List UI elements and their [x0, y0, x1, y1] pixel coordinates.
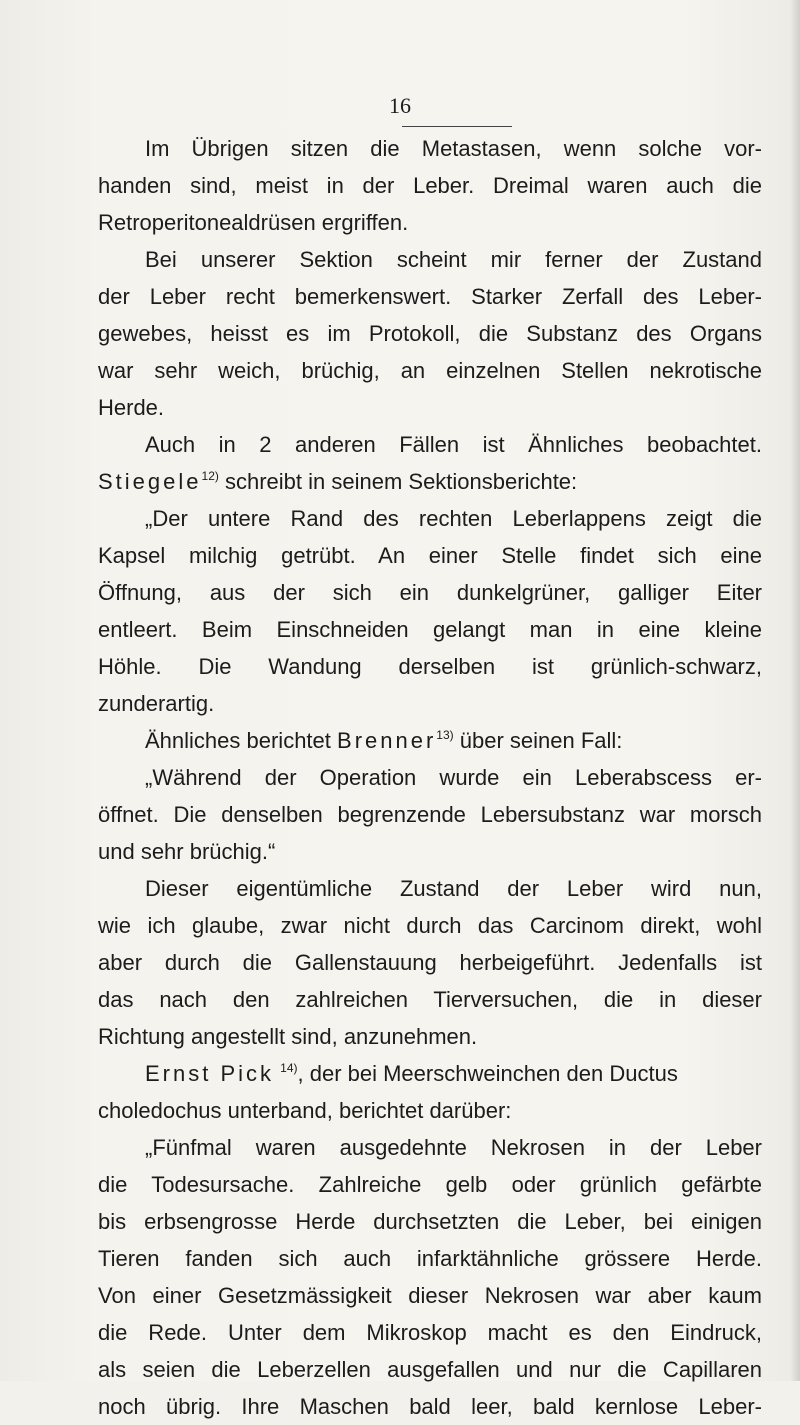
- text-line: „Während der Operation wurde ein Leberabscess er-: [145, 765, 762, 790]
- author-name: Stiegele: [98, 469, 202, 494]
- header-rule: [402, 126, 512, 127]
- text-fragment: über seinen Fall:: [459, 728, 623, 753]
- text-line: war sehr weich, brüchig, an einzelnen Stellen nekrotische: [98, 358, 762, 383]
- text-line: und sehr brüchig.“: [98, 839, 276, 864]
- text-line: aber durch die Gallenstauung herbeigeführt. Jedenfalls ist: [98, 950, 762, 975]
- text-line: als seien die Leberzellen ausgefallen und nur die Capillaren: [98, 1357, 762, 1382]
- text-line: Im Übrigen sitzen die Metastasen, wenn solche vor-: [145, 136, 762, 161]
- text-line: Kapsel milchig getrübt. An einer Stelle findet sich eine: [98, 543, 762, 568]
- footnote-ref: 13): [436, 728, 454, 742]
- text-line-citation: [145, 1056, 678, 1092]
- text-line: zunderartig.: [98, 691, 215, 716]
- text-line: „Fünfmal waren ausgedehnte Nekrosen in der Leber: [145, 1135, 762, 1160]
- author-name: Ernst Pick: [145, 1061, 275, 1086]
- text-line: Herde.: [98, 395, 165, 420]
- text-line: Von einer Gesetzmässigkeit dieser Nekrosen war aber kaum: [98, 1283, 762, 1308]
- text-line: wie ich glaube, zwar nicht durch das Carcinom direkt, wohl: [98, 913, 762, 938]
- text-line: die Rede. Unter dem Mikroskop macht es den Eindruck,: [98, 1320, 762, 1345]
- text-line: „Der untere Rand des rechten Leberlappens zeigt die: [145, 506, 762, 531]
- text-line: Bei unserer Sektion scheint mir ferner der Zustand: [145, 247, 762, 272]
- text-line: noch übrig. Ihre Maschen bald leer, bald kernlose Leber-: [98, 1394, 762, 1419]
- text-line: entleert. Beim Einschneiden gelangt man in eine kleine: [98, 617, 762, 642]
- text-line: Dieser eigentümliche Zustand der Leber wird nun,: [145, 876, 762, 901]
- text-line: öffnet. Die denselben begrenzende Lebersubstanz war morsch: [98, 802, 762, 827]
- page-number: 16: [389, 93, 411, 118]
- text-line: Retroperitonealdrüsen ergriffen.: [98, 210, 409, 235]
- text-line: bis erbsengrosse Herde durchsetzten die Leber, bei einigen: [98, 1209, 762, 1234]
- text-line: Öffnung, aus der sich ein dunkelgrüner, galliger Eiter: [98, 580, 762, 605]
- text-line: Auch in 2 anderen Fällen ist Ähnliches beobachtet.: [145, 432, 762, 457]
- text-line-citation: [145, 723, 622, 759]
- text-line: choledochus unterband, berichtet darüber:: [98, 1098, 512, 1123]
- text-line: Tieren fanden sich auch infarktähnliche grössere Herde.: [98, 1246, 762, 1271]
- text-line: handen sind, meist in der Leber. Dreimal waren auch die: [98, 173, 762, 198]
- text-line-citation: [98, 464, 577, 500]
- text-line: gewebes, heisst es im Protokoll, die Substanz des Organs: [98, 321, 762, 346]
- text-line: Höhle. Die Wandung derselben ist grünlich-schwarz,: [98, 654, 762, 679]
- footnote-ref: 14): [280, 1061, 298, 1075]
- text-fragment: Ähnliches berichtet: [145, 728, 331, 753]
- text-line: das nach den zahlreichen Tierversuchen, die in dieser: [98, 987, 762, 1012]
- text-line: der Leber recht bemerkenswert. Starker Zerfall des Leber-: [98, 284, 762, 309]
- page-edge-shadow: [790, 0, 800, 1381]
- text-fragment: , der bei Meerschweinchen den Ductus: [297, 1061, 678, 1086]
- text-line: Richtung angestellt sind, anzunehmen.: [98, 1024, 478, 1049]
- author-name: Brenner: [337, 728, 437, 753]
- footnote-ref: 12): [201, 469, 219, 483]
- text-line: die Todesursache. Zahlreiche gelb oder grünlich gefärbte: [98, 1172, 762, 1197]
- text-fragment: schreibt in seinem Sektionsberichte:: [224, 469, 578, 494]
